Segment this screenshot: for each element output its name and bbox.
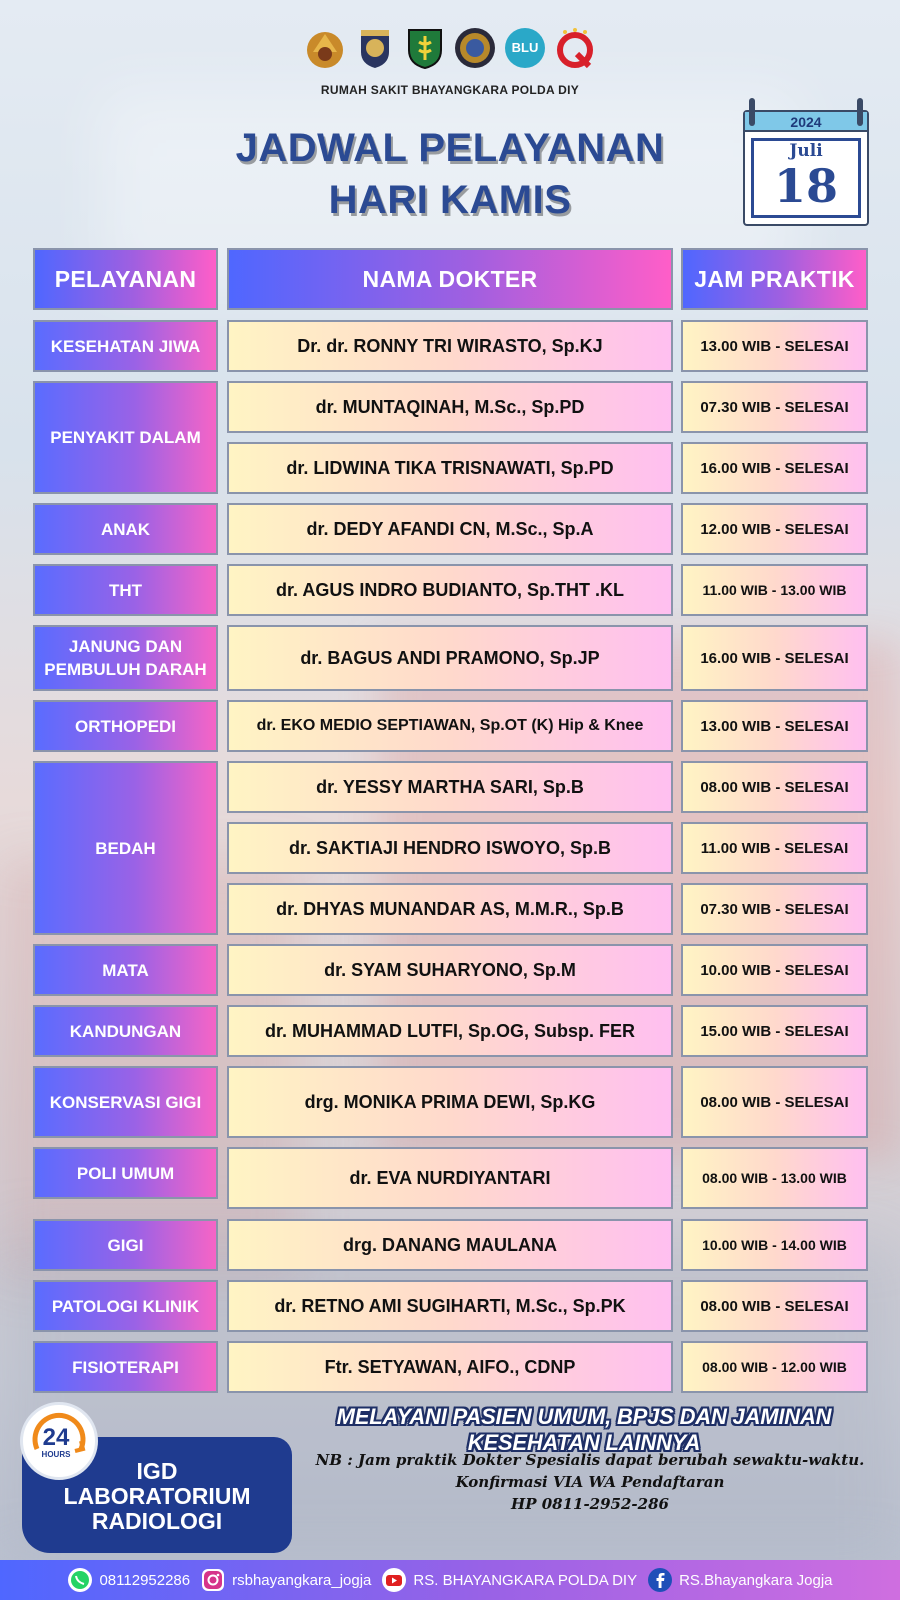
service-orthopedi: ORTHOPEDI <box>33 700 218 752</box>
calendar-month: Juli <box>789 141 823 161</box>
practice-hours: 12.00 WIB - SELESAI <box>681 503 868 555</box>
footer-facebook[interactable] <box>647 1567 832 1593</box>
footer-whatsapp-text: 08112952286 <box>99 1571 191 1589</box>
doctor-name: dr. YESSY MARTHA SARI, Sp.B <box>227 761 673 813</box>
doctor-name: dr. MUHAMMAD LUTFI, Sp.OG, Subsp. FER <box>227 1005 673 1057</box>
hours-24-icon <box>20 1402 98 1480</box>
note-line-2: Konfirmasi VIA WA Pendaftaran <box>455 1473 725 1491</box>
page-title: JADWAL PELAYANAN <box>235 126 665 170</box>
calendar-date-box <box>751 138 861 218</box>
logo-row <box>0 26 900 70</box>
service-tht: THT <box>33 564 218 616</box>
facebook-icon <box>647 1567 673 1593</box>
police-badge-icon <box>353 26 397 70</box>
service-konservasi-gigi: KONSERVASI GIGI <box>33 1066 218 1138</box>
badge-24-text: HOURS <box>41 1450 71 1459</box>
service-patologi-klinik: PATOLOGI KLINIK <box>33 1280 218 1332</box>
calendar-ring-icon <box>749 98 755 126</box>
service-mata: MATA <box>33 944 218 996</box>
polda-emblem-icon <box>453 26 497 70</box>
service-gigi: GIGI <box>33 1219 218 1271</box>
service-tagline: MELAYANI PASIEN UMUM, BPJS DAN JAMINAN KESEHATAN LAINNYA <box>336 1404 832 1455</box>
practice-hours: 13.00 WIB - SELESAI <box>681 320 868 372</box>
practice-hours: 07.30 WIB - SELESAI <box>681 381 868 433</box>
medical-shield-icon <box>403 26 447 70</box>
practice-hours: 11.00 WIB - SELESAI <box>681 822 868 874</box>
footer-instagram[interactable] <box>200 1567 371 1593</box>
doctor-name: dr. LIDWINA TIKA TRISNAWATI, Sp.PD <box>227 442 673 494</box>
emergency-laboratorium: LABORATORIUM <box>63 1483 251 1509</box>
doctor-name: dr. DHYAS MUNANDAR AS, M.M.R., Sp.B <box>227 883 673 935</box>
service-jantung: JANUNG DAN PEMBULUH DARAH <box>33 625 218 691</box>
hospital-name: RUMAH SAKIT BHAYANGKARA POLDA DIY <box>320 83 580 97</box>
header-doctor: NAMA DOKTER <box>227 248 673 310</box>
practice-hours: 08.00 WIB - SELESAI <box>681 1066 868 1138</box>
blu-logo-icon <box>503 26 547 70</box>
doctor-name: dr. BAGUS ANDI PRAMONO, Sp.JP <box>227 625 673 691</box>
youtube-icon <box>381 1567 407 1593</box>
doctor-name: dr. SAKTIAJI HENDRO ISWOYO, Sp.B <box>227 822 673 874</box>
practice-hours: 13.00 WIB - SELESAI <box>681 700 868 752</box>
polri-emblem-icon <box>303 26 347 70</box>
doctor-name: drg. DANANG MAULANA <box>227 1219 673 1271</box>
calendar-ring-icon <box>857 98 863 126</box>
doctor-name: dr. SYAM SUHARYONO, Sp.M <box>227 944 673 996</box>
emergency-radiologi: RADIOLOGI <box>91 1508 223 1534</box>
service-bedah: BEDAH <box>33 761 218 935</box>
service-penyakit-dalam: PENYAKIT DALAM <box>33 381 218 494</box>
doctor-name: Dr. dr. RONNY TRI WIRASTO, Sp.KJ <box>227 320 673 372</box>
footer-youtube-text: RS. BHAYANGKARA POLDA DIY <box>413 1571 638 1589</box>
emergency-igd: IGD <box>136 1458 178 1484</box>
doctor-name: Ftr. SETYAWAN, AIFO., CDNP <box>227 1341 673 1393</box>
calendar-widget <box>743 98 869 228</box>
service-kandungan: KANDUNGAN <box>33 1005 218 1057</box>
practice-hours: 11.00 WIB - 13.00 WIB <box>681 564 868 616</box>
practice-hours: 08.00 WIB - SELESAI <box>681 761 868 813</box>
footer-whatsapp[interactable] <box>67 1567 190 1593</box>
doctor-name: dr. DEDY AFANDI CN, M.Sc., Sp.A <box>227 503 673 555</box>
service-poli-umum: POLI UMUM <box>33 1147 218 1199</box>
doctor-name: dr. MUNTAQINAH, M.Sc., Sp.PD <box>227 381 673 433</box>
instagram-icon <box>200 1567 226 1593</box>
footer-facebook-text: RS.Bhayangkara Jogja <box>679 1571 833 1589</box>
header-hours: JAM PRAKTIK <box>681 248 868 310</box>
doctor-name: drg. MONIKA PRIMA DEWI, Sp.KG <box>227 1066 673 1138</box>
footer-bar <box>0 1560 900 1600</box>
practice-hours: 10.00 WIB - SELESAI <box>681 944 868 996</box>
practice-hours: 15.00 WIB - SELESAI <box>681 1005 868 1057</box>
header-service: PELAYANAN <box>33 248 218 310</box>
quality-logo-icon <box>553 26 597 70</box>
practice-hours: 08.00 WIB - 12.00 WIB <box>681 1341 868 1393</box>
practice-hours: 08.00 WIB - SELESAI <box>681 1280 868 1332</box>
practice-hours: 16.00 WIB - SELESAI <box>681 442 868 494</box>
calendar-body <box>743 110 869 226</box>
footer-instagram-text: rsbhayangkara_jogja <box>232 1571 372 1589</box>
doctor-name: dr. AGUS INDRO BUDIANTO, Sp.THT .KL <box>227 564 673 616</box>
doctor-name: dr. EVA NURDIYANTARI <box>227 1147 673 1209</box>
service-kesehatan-jiwa: KESEHATAN JIWA <box>33 320 218 372</box>
footer-youtube[interactable] <box>381 1567 637 1593</box>
page-subtitle: HARI KAMIS <box>328 178 572 222</box>
note-line-3: HP 0811-2952-286 <box>511 1495 669 1513</box>
practice-hours: 10.00 WIB - 14.00 WIB <box>681 1219 868 1271</box>
note-line-1: NB : Jam praktik Dokter Spesialis dapat berubah sewaktu-waktu. <box>315 1451 865 1469</box>
doctor-name: dr. EKO MEDIO SEPTIAWAN, Sp.OT (K) Hip & Knee <box>227 700 673 752</box>
badge-24-number: 24 <box>42 1424 70 1451</box>
blu-logo-text: BLU <box>511 40 539 55</box>
whatsapp-icon <box>67 1567 93 1593</box>
practice-hours: 16.00 WIB - SELESAI <box>681 625 868 691</box>
doctor-name: dr. RETNO AMI SUGIHARTI, M.Sc., Sp.PK <box>227 1280 673 1332</box>
calendar-year: 2024 <box>745 112 867 132</box>
practice-hours: 07.30 WIB - SELESAI <box>681 883 868 935</box>
service-fisioterapi: FISIOTERAPI <box>33 1341 218 1393</box>
service-anak: ANAK <box>33 503 218 555</box>
calendar-day: 18 <box>773 159 838 213</box>
practice-hours: 08.00 WIB - 13.00 WIB <box>681 1147 868 1209</box>
